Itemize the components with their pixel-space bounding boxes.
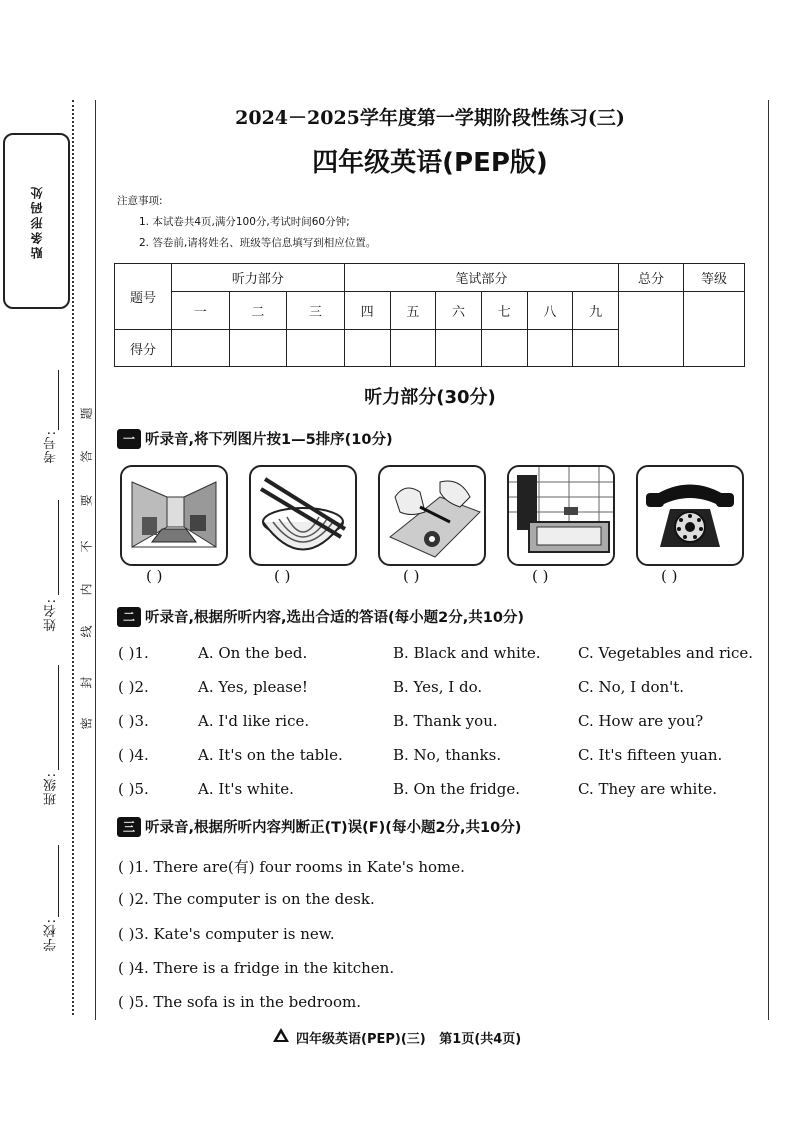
score-cell[interactable] [172, 330, 230, 367]
total-score-cell[interactable] [619, 292, 684, 367]
section-2-heading [117, 606, 524, 627]
score-cell[interactable] [344, 330, 390, 367]
listening-part-title: 听力部分(30分) [364, 387, 496, 408]
option-a: A. It's on the table. [198, 746, 343, 764]
answer-paren[interactable]: ( ) [403, 567, 420, 585]
option-c: C. No, I don't. [578, 678, 685, 696]
score-cell[interactable] [573, 330, 619, 367]
section-1-title: 听录音,将下列图片按1—5排序(10分) [145, 432, 393, 448]
option-b: B. Thank you. [393, 712, 498, 730]
class-label: 班级: [44, 772, 59, 806]
picture-bathroom [507, 465, 615, 566]
picture-cutting-food [378, 465, 486, 566]
footer-text: 四年级英语(PEP)(三) 第1页(共4页) [296, 1031, 522, 1047]
footer-logo-icon [272, 1027, 290, 1047]
name-label: 姓名: [44, 598, 59, 632]
footer [272, 1027, 521, 1047]
row-label-cell: 题号 [115, 264, 172, 330]
tf-question[interactable]: ( )3. Kate's computer is new. [118, 925, 335, 943]
score-cell[interactable] [229, 330, 287, 367]
picture-living-room [120, 465, 228, 566]
question-col-cell: 三 [287, 292, 345, 330]
score-cell[interactable] [481, 330, 527, 367]
name-line [58, 500, 59, 595]
question-number[interactable]: ( )1. [118, 644, 149, 662]
section-1-heading [117, 428, 393, 449]
section-2-title: 听录音,根据所听内容,选出合适的答语(每小题2分,共10分) [145, 610, 525, 626]
option-a: A. Yes, please! [198, 678, 308, 696]
section-number-badge: 二 [117, 607, 141, 627]
option-c: C. How are you? [578, 712, 704, 730]
question-number[interactable]: ( )5. [118, 780, 149, 798]
answer-paren[interactable]: ( ) [532, 567, 549, 585]
seal-char: 封 [79, 676, 94, 689]
seal-char: 要 [79, 494, 94, 507]
score-cell[interactable] [287, 330, 345, 367]
total-header-cell: 总分 [619, 264, 684, 292]
score-label-cell: 得分 [115, 330, 172, 367]
score-cell[interactable] [527, 330, 573, 367]
score-table [114, 263, 745, 367]
answer-paren[interactable]: ( ) [146, 567, 163, 585]
school-label: 学校: [44, 918, 59, 952]
tf-question[interactable]: ( )2. The computer is on the desk. [118, 890, 375, 908]
exam-number-label: 考号: [44, 430, 59, 464]
option-a: A. It's white. [198, 780, 294, 798]
question-col-cell: 七 [481, 292, 527, 330]
listening-header-cell: 听力部分 [172, 264, 345, 292]
grade-header-cell: 等级 [684, 264, 745, 292]
option-b: B. No, thanks. [393, 746, 502, 764]
binding-solid-line [95, 100, 96, 1020]
notes-item: 2. 答卷前,请将姓名、班级等信息填写到相应位置。 [139, 237, 377, 249]
tf-question[interactable]: ( )4. There is a fridge in the kitchen. [118, 959, 395, 977]
seal-char: 题 [79, 407, 94, 420]
question-col-cell: 一 [172, 292, 230, 330]
question-col-cell: 九 [573, 292, 619, 330]
question-col-cell: 四 [344, 292, 390, 330]
binding-dotted-line [72, 100, 74, 1015]
question-col-cell: 六 [436, 292, 482, 330]
option-a: A. I'd like rice. [198, 712, 310, 730]
score-cell[interactable] [390, 330, 436, 367]
question-col-cell: 八 [527, 292, 573, 330]
option-a: A. On the bed. [198, 644, 308, 662]
grade-cell[interactable] [684, 292, 745, 367]
question-number[interactable]: ( )2. [118, 678, 149, 696]
exam-title: 2024－2025学年度第一学期阶段性练习(三) [235, 107, 625, 129]
notes-heading: 注意事项: [117, 195, 163, 207]
section-number-badge: 一 [117, 429, 141, 449]
question-number[interactable]: ( )4. [118, 746, 149, 764]
picture-telephone [636, 465, 744, 566]
option-c: C. They are white. [578, 780, 717, 798]
tf-question[interactable]: ( )1. There are(有) four rooms in Kate's home. [118, 858, 465, 876]
class-line [58, 665, 59, 770]
picture-noodles [249, 465, 357, 566]
option-b: B. Black and white. [393, 644, 541, 662]
section-3-heading [117, 816, 521, 837]
section-3-title: 听录音,根据所听内容判断正(T)误(F)(每小题2分,共10分) [145, 820, 522, 836]
option-c: C. Vegetables and rice. [578, 644, 753, 662]
writing-header-cell: 笔试部分 [344, 264, 618, 292]
question-col-cell: 二 [229, 292, 287, 330]
option-b: B. Yes, I do. [393, 678, 483, 696]
section-number-badge: 三 [117, 817, 141, 837]
school-line [58, 845, 59, 917]
tf-question[interactable]: ( )5. The sofa is in the bedroom. [118, 993, 361, 1011]
page-right-border [768, 100, 769, 1020]
option-c: C. It's fifteen yuan. [578, 746, 723, 764]
score-cell[interactable] [436, 330, 482, 367]
seal-char: 密 [79, 717, 94, 730]
question-col-cell: 五 [390, 292, 436, 330]
exam-subtitle: 四年级英语(PEP版) [312, 148, 548, 178]
notes [117, 191, 376, 254]
seal-char: 不 [79, 540, 94, 553]
seal-char: 内 [79, 583, 94, 596]
answer-paren[interactable]: ( ) [274, 567, 291, 585]
barcode-paste-label: 贴条形码处 [30, 183, 44, 259]
answer-paren[interactable]: ( ) [661, 567, 678, 585]
option-b: B. On the fridge. [393, 780, 520, 798]
notes-item: 1. 本试卷共4页,满分100分,考试时间60分钟; [139, 216, 350, 228]
seal-char: 线 [79, 625, 94, 638]
question-number[interactable]: ( )3. [118, 712, 149, 730]
seal-char: 答 [79, 450, 94, 463]
